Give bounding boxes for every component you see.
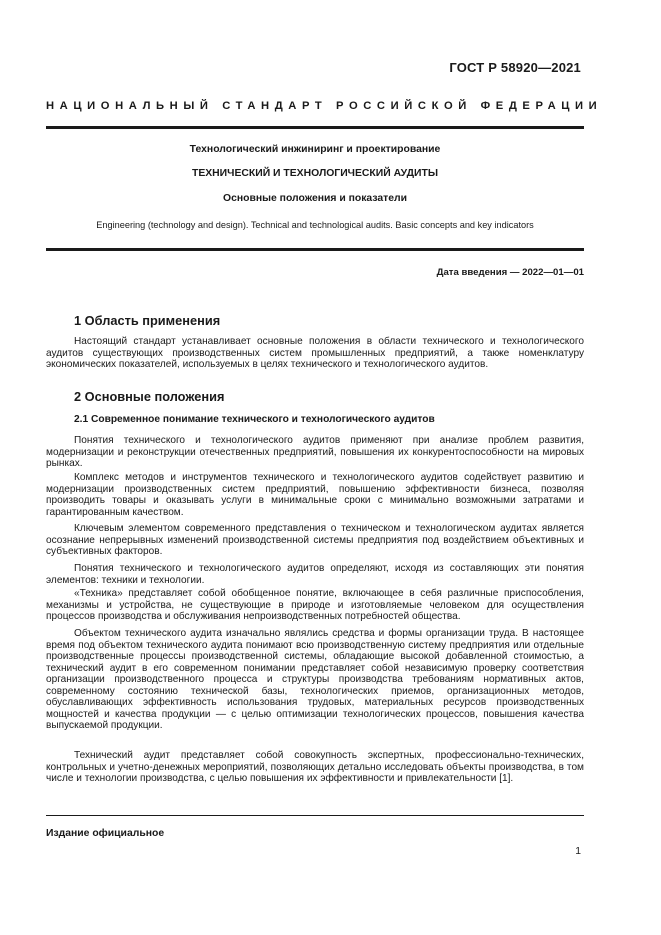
section-2-paragraph: Комплекс методов и инструментов технического и технологического аудитов содействует развитию и модернизации производственных систем предприятий, повышению эффективности бизнеса, позволяя производить товары и оказывать услуги в минимальные сроки с минимально возможными затратами и гарантированным качеством. (46, 472, 584, 518)
official-edition-label: Издание официальное (46, 828, 165, 839)
section-2-heading: 2 Основные положения (74, 389, 225, 404)
date-introduced: Дата введения — 2022—01—01 (436, 267, 584, 278)
title-main: ТЕХНИЧЕСКИЙ И ТЕХНОЛОГИЧЕСКИЙ АУДИТЫ (191, 168, 439, 179)
section-2-paragraph: Технический аудит представляет собой совокупность экспертных, профессионально-технических, контрольных и учетно-денежных мероприятий, позволяющих детально исследовать объекты производства, в том числе и технологии производства, с целью повышения их эффективности и привлекательности [1]. (46, 750, 584, 785)
title-subtitle: Основные положения и показатели (222, 193, 407, 204)
section-1-heading: 1 Область применения (74, 313, 221, 328)
national-standard-banner: НАЦИОНАЛЬНЫЙ СТАНДАРТ РОССИЙСКОЙ ФЕДЕРАЦИИ (46, 100, 603, 112)
footer-rule (46, 815, 584, 816)
title-english: Engineering (technology and design). Technical and technological audits. Basic concepts and key indicators (96, 220, 534, 230)
title-rule (46, 248, 584, 251)
section-2-1-heading: 2.1 Современное понимание технического и технологического аудитов (74, 414, 435, 425)
section-2-paragraph: Понятия технического и технологического аудитов определяют, исходя из составляющих эти понятия элементов: техники и технологии. (46, 563, 584, 586)
banner-rule (46, 126, 584, 129)
section-1-paragraph: Настоящий стандарт устанавливает основные положения в области технического и технологического аудитов существующих производственных систем промышленных предприятий, а также номенклатуру экономических показателей, используемых в целях технического и технологического аудитов. (46, 336, 584, 371)
page-number: 1 (575, 846, 581, 857)
title-complex: Технологический инжиниринг и проектирование (189, 144, 441, 155)
section-2-paragraph: Понятия технического и технологического аудитов применяют при анализе проблем развития, модернизации и реконструкции отечественных предприятий, повышения их конкурентоспособности на мировых рынках. (46, 435, 584, 470)
section-2-paragraph: Ключевым элементом современного представления о техническом и технологическом аудитах является осознание непрерывных изменений производственной системы предприятия под воздействием объективных и субъективных факторов. (46, 523, 584, 558)
document-code: ГОСТ Р 58920—2021 (449, 60, 581, 75)
section-2-paragraph: «Техника» представляет собой обобщенное понятие, включающее в себя различные приспособления, механизмы и устройства, не существующие в природе и изготовляемые человеком для осуществления процессов производства и обслуживания непроизводственных потребностей общества. (46, 588, 584, 623)
section-2-paragraph: Объектом технического аудита изначально являлись средства и формы организации труда. В настоящее время под объектом технического аудита понимают всю производственную систему предприятия или отдельные производственные процессы производственной системы, обладающие высокой добавленной стоимостью, а технический аудит в его современном понимании представляет собой независимую проверку соответствия организации производственного процесса и структуры производства требованиям нормативных актов, современному состоянию технической базы, технологических приемов, организационных методов, обуславливающих эффективность использования трудовых, материальных ресурсов производственных мощностей и качества продукции — с целью оптимизации технологических процессов, повышения качества выпускаемой продукции. (46, 628, 584, 732)
